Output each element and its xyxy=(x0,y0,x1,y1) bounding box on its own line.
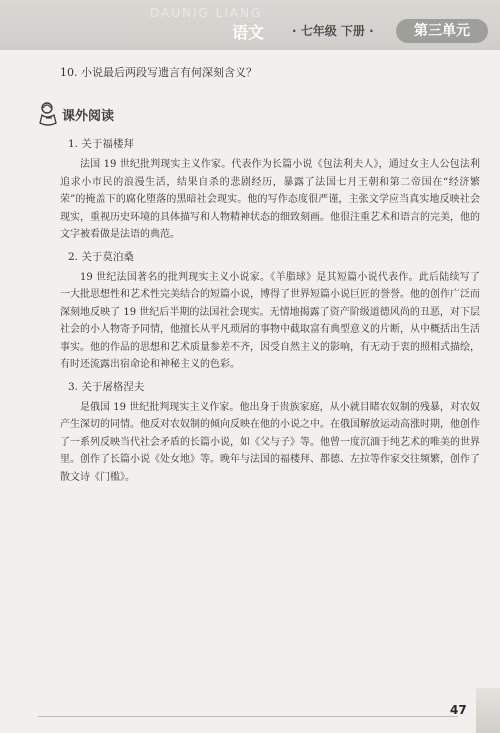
page-corner-decoration xyxy=(476,688,500,733)
section-title: 课外阅读 xyxy=(62,109,115,124)
unit-badge: 第三单元 xyxy=(396,19,488,43)
reading-figure-icon xyxy=(38,101,62,127)
section-heading: 1. 关于福楼拜 xyxy=(68,138,134,150)
section-paragraph: 是俄国 19 世纪批判现实主义作家。他出身于贵族家庭，从小就目睹农奴制的残暴，对农奴产生深切的同情。他反对农奴制的倾向反映在他的小说之中。在俄国解放运动高涨时期，他创作了一系列反映当代社会矛盾的长篇小说，如《父与子》等。他曾一度沉湎于纯艺术的唯美的世界里。创作了长篇小说《处女地》等。晚年与法国的福楼拜、都德、左拉等作家交往频繁，创作了散文诗《门槛》。 xyxy=(60,401,480,483)
page-number: 47 xyxy=(450,703,467,717)
grade-term-label: · 七年级 下册 · xyxy=(292,24,374,38)
page-header xyxy=(0,0,500,50)
extracurricular-reading-logo xyxy=(38,101,138,127)
section-heading: 3. 关于屠格涅夫 xyxy=(68,380,145,393)
section-heading: 2. 关于莫泊桑 xyxy=(68,250,134,263)
subject-label: 语文 xyxy=(232,23,265,42)
footer-divider xyxy=(38,716,458,717)
section-paragraph: 19 世纪法国著名的批判现实主义小说家。《羊脂球》是其短篇小说代表作。此后陆续写了一大批思想性和艺术性完美结合的短篇小说，博得了世界短篇小说巨匠的誉誉。他的创作广泛而深刻地反映了 19 世纪后半期的法国社会现实。无情地揭露了资产阶级道德风尚的丑恶，对下层社会的小人物寄予同情，他擅长从平凡琐屑的事物中截取富有典型意义的片断，从中概括出生活事实。他的作品的思想和艺术质量参差不齐，因受自然主义的影响，有无动于衷的照相式描绘，有时还流露出宿命论和神秘主义的色彩。 xyxy=(60,271,480,370)
question-10: 10. 小说最后两段写遗言有何深刻含义？ xyxy=(60,66,257,79)
reading-content xyxy=(60,136,480,491)
header-watermark-text: DAUNIG LIANG xyxy=(150,6,263,20)
section-paragraph: 法国 19 世纪批判现实主义作家。代表作为长篇小说《包法利夫人》，通过女主人公包法利追求小市民的浪漫生活，结果自杀的悲剧经历，暴露了法国七月王朝和第二帝国在“经济繁荣”的掩盖下的腐化堕落的黑暗社会现实。他的写作态度很严谨，主张文学应当真实地反映社会现实，重视历史环境的具体描写和人物精神状态的细致刻画。他很注重艺术和语言的完美，他的文字被看做是法语的典范。 xyxy=(60,159,480,240)
